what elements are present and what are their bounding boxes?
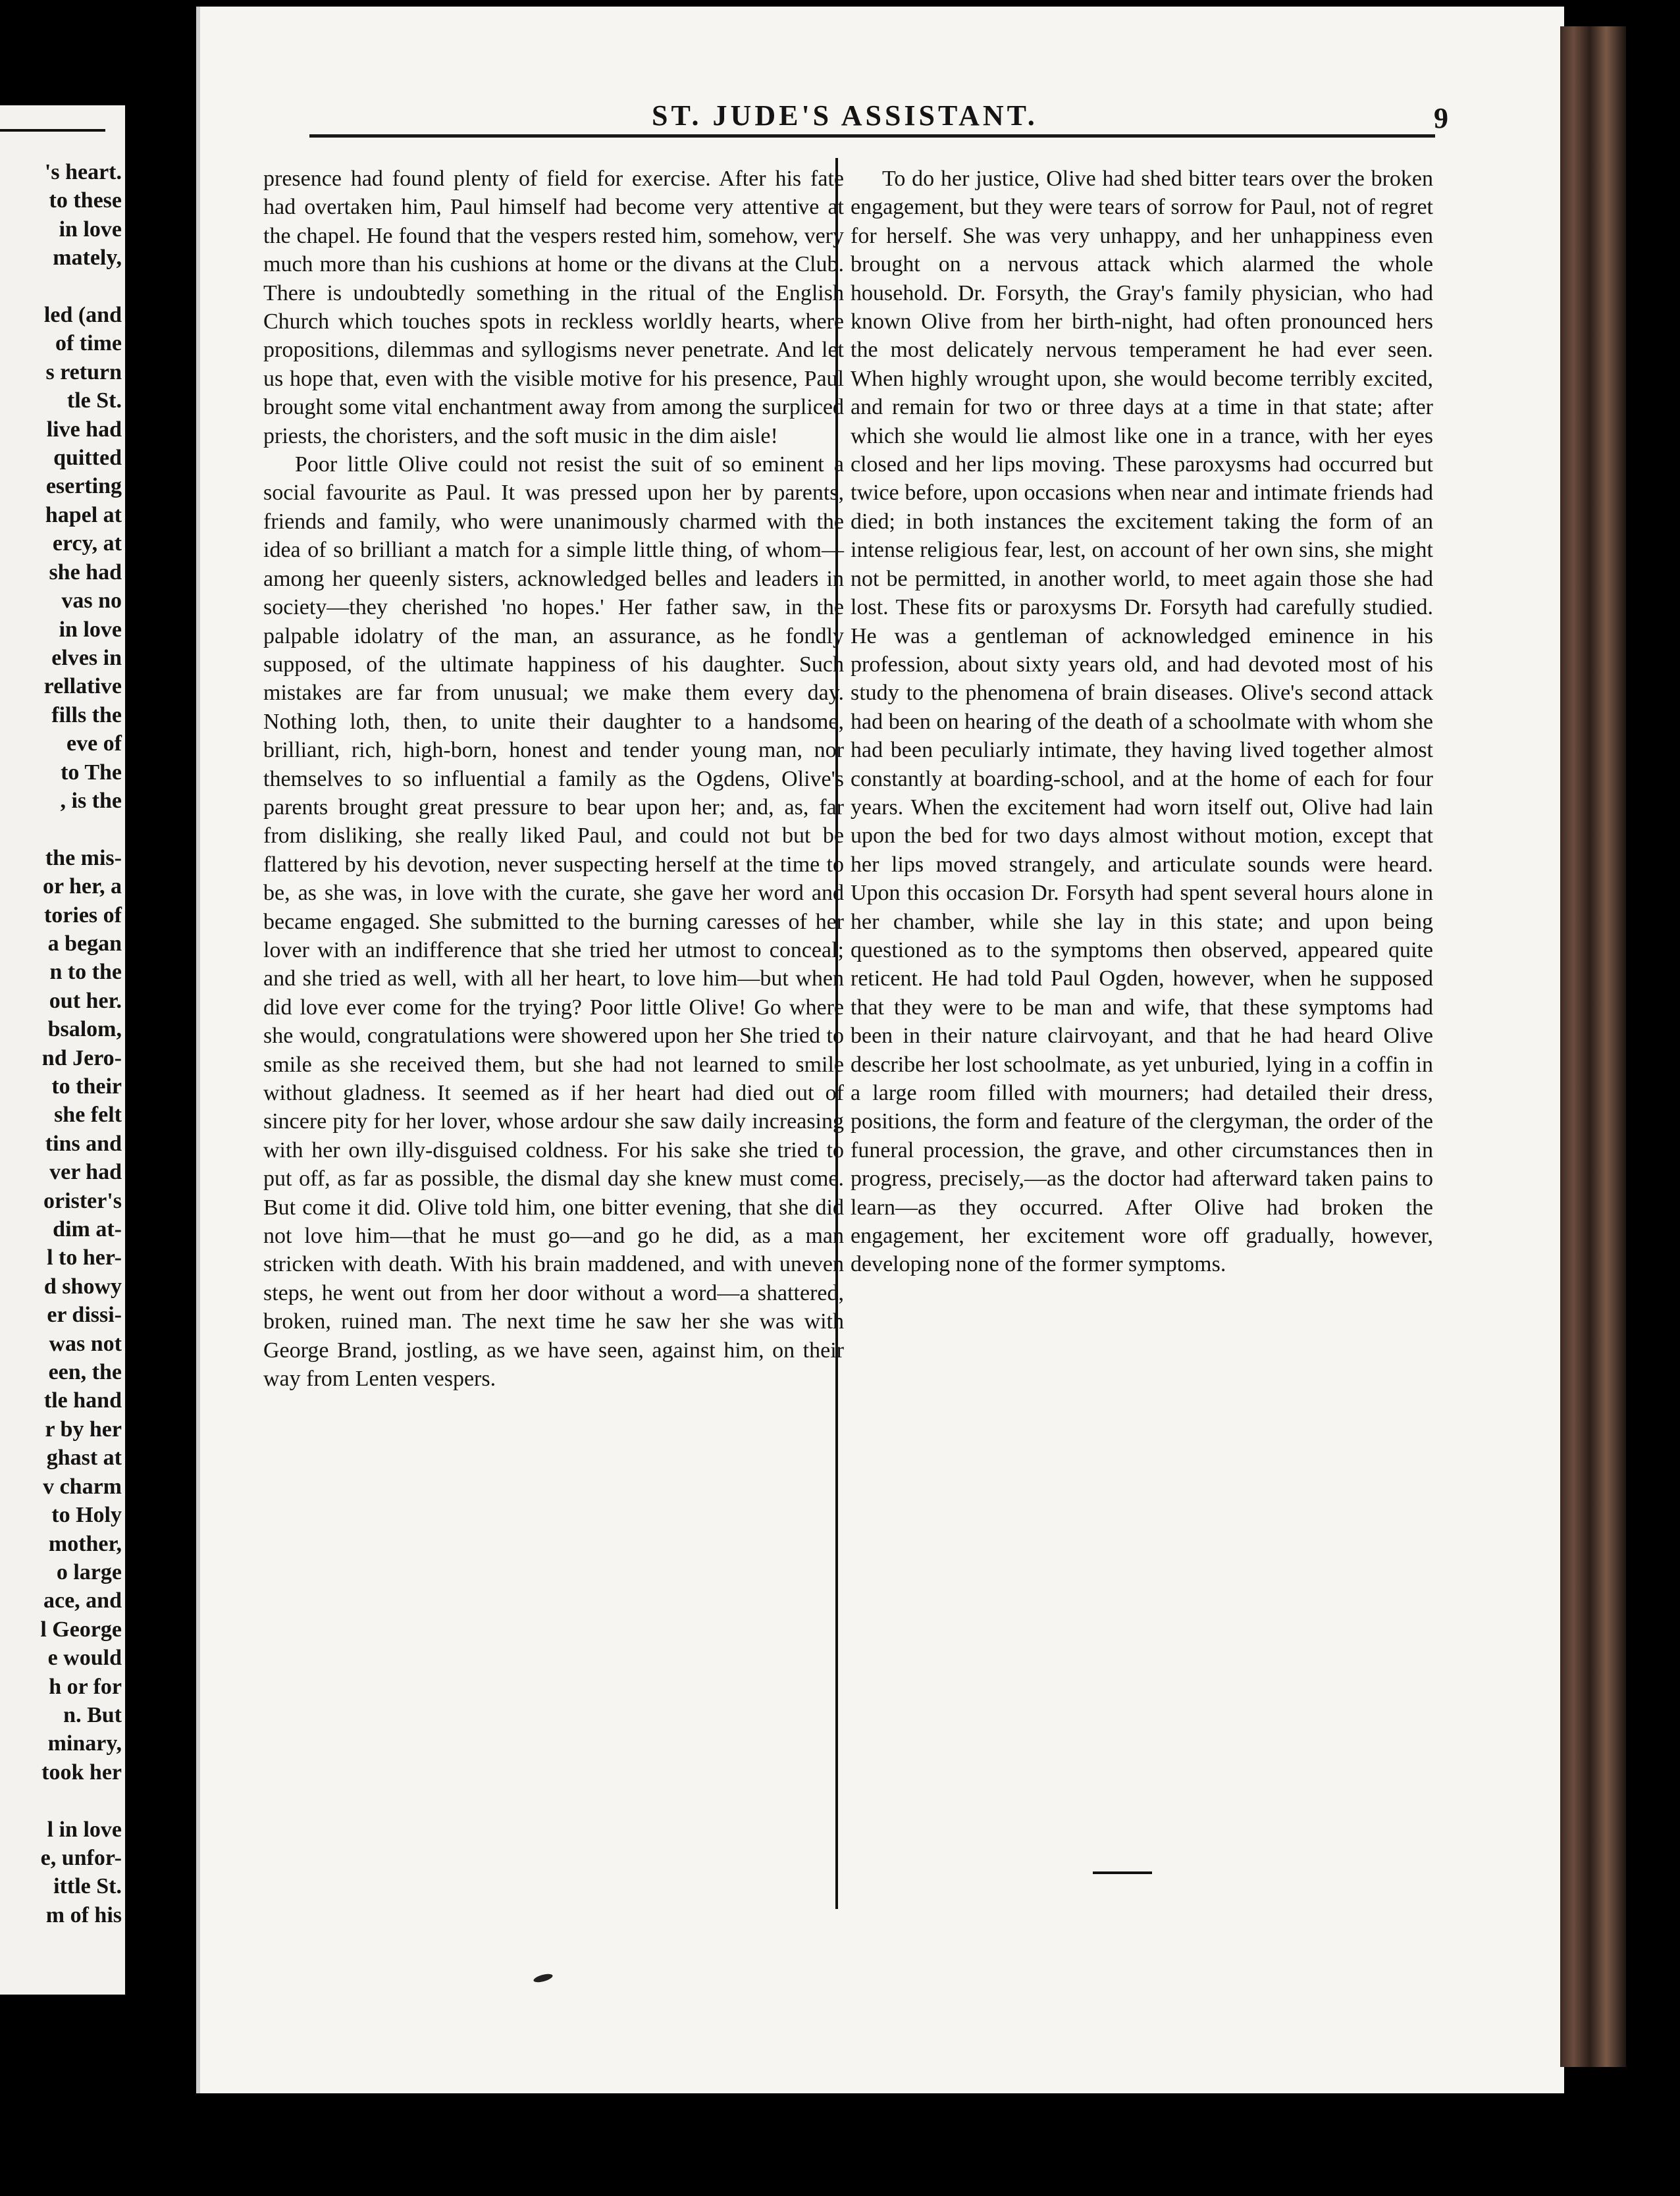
- facing-page-line: s return: [45, 359, 122, 384]
- column-right: [851, 165, 1433, 1916]
- facing-page-line: [0, 815, 122, 843]
- facing-page-fragment: [0, 105, 125, 1995]
- facing-page-line: n. But: [63, 1702, 122, 1727]
- facing-page-line: took her: [41, 1760, 122, 1785]
- facing-page-line: , is the: [60, 788, 122, 813]
- facing-page-line: o large: [56, 1559, 122, 1584]
- facing-page-line: was not: [49, 1331, 122, 1356]
- facing-page-line: er dissi-: [47, 1303, 122, 1328]
- facing-page-line: vas no: [61, 588, 122, 614]
- column-left: [263, 165, 844, 1916]
- facing-page-line: to their: [51, 1074, 122, 1099]
- paragraph: To do her justice, Olive had shed bitter tears over the broken engagement, but they were tears of sorrow for Paul, not of regret for herself. She was very unhappy, and her unhappiness even brought on a nervous attack which alarmed the whole household. Dr. Forsyth, the Gray's family physician, who had known Olive from her birth-night, had often pronounced hers the most delicately nervous temperament he had ever seen. When highly wrought upon, she would become terribly excited, and remain for two or three days at a time in that state; after which she would lie almost like one in a trance, with her eyes closed and her lips moving. These paroxysms had occurred but twice before, upon occasions when near and intimate friends had died; in both instances the excitement taking the form of an intense religious fear, lest, on account of her own sins, she might not be permitted, in another world, to meet again those she had lost. These fits or paroxysms Dr. Forsyth had carefully studied. He was a gentleman of acknowledged eminence in his profession, about sixty years old, and had devoted most of his study to the phenomena of brain diseases. Olive's second attack had been on hearing of the death of a schoolmate with whom she had been peculiarly intimate, they having lived together almost constantly at boarding-school, and at the home of each for four years. When the excitement had worn itself out, Olive had lain upon the bed for two days almost without motion, except that her lips moved strangely, and articulate sounds were heard. Upon this occasion Dr. Forsyth had spent several hours alone in her chamber, while she lay in this state; and upon being questioned as to the symptoms then observed, appeared quite reticent. He had told Paul Ogden, however, when he supposed that they were to be man and wife, that these symptoms had been in their nature clairvoyant, and that he had heard Olive describe her lost schoolmate, as yet unburied, lying in a coffin in a large room filled with mourners; had detailed their dress, positions, the form and feature of the clergyman, the order of the funeral procession, the grave, and other circumstances then in progress, precisely,—as the doctor had afterward taken pains to learn—as they occurred. After Olive had broken the engagement, her excitement wore off gradually, however, developing none of the former symptoms.: [851, 167, 1433, 1277]
- facing-page-line: nd Jero-: [41, 1045, 122, 1070]
- facing-page-line: e would: [47, 1646, 122, 1671]
- facing-page-line: a began: [47, 931, 122, 956]
- running-head: ST. JUDE'S ASSISTANT.: [652, 99, 1038, 132]
- facing-page-rule: [0, 129, 105, 132]
- facing-page-line: ercy, at: [52, 531, 122, 556]
- section-end-rule: [1093, 1871, 1152, 1874]
- facing-page-line: live had: [46, 417, 122, 442]
- facing-page-line: tle hand: [43, 1388, 122, 1413]
- facing-page-line: the mis-: [45, 845, 122, 870]
- page-header: [309, 99, 1461, 138]
- facing-page-line: out her.: [49, 988, 122, 1013]
- facing-page-line: tories of: [43, 902, 122, 928]
- facing-page-line: she had: [49, 560, 122, 585]
- facing-page-line: h or for: [49, 1674, 122, 1699]
- facing-page-line: e, unfor-: [40, 1845, 122, 1870]
- facing-page-line: to The: [61, 760, 122, 785]
- facing-page-line: r by her: [45, 1417, 122, 1442]
- book-gutter: [125, 0, 196, 2196]
- facing-page-line: minary,: [47, 1731, 122, 1756]
- facing-page-line: in love: [59, 217, 122, 242]
- page-edge: [1560, 26, 1626, 2067]
- facing-page-line: d showy: [43, 1274, 122, 1299]
- facing-page-line: of time: [55, 331, 122, 356]
- facing-page-line: ver had: [49, 1160, 122, 1185]
- facing-page-line: bsalom,: [47, 1017, 122, 1042]
- facing-page-line: orister's: [43, 1188, 122, 1213]
- facing-page-line: quitted: [53, 446, 122, 471]
- facing-page-line: mother,: [48, 1531, 122, 1556]
- facing-page-line: [0, 273, 122, 301]
- facing-page-line: hapel at: [45, 502, 122, 527]
- facing-page-line: v charm: [43, 1474, 122, 1499]
- facing-page-line: mately,: [53, 246, 122, 271]
- facing-page-line: ittle St.: [53, 1874, 122, 1899]
- facing-page-line: to Holy: [51, 1503, 122, 1528]
- facing-page-line: l in love: [47, 1817, 122, 1842]
- facing-page-line: m of his: [45, 1902, 122, 1927]
- facing-page-line: 's heart.: [44, 160, 122, 184]
- facing-page-line: eserting: [45, 474, 122, 499]
- facing-page-line: or her, a: [43, 874, 122, 899]
- facing-page-line: l George: [40, 1617, 122, 1642]
- facing-page-line: [0, 1787, 122, 1815]
- paragraph: presence had found plenty of field for exercise. After his fate had overtaken him, Paul himself had become very attentive at the chapel. He found that the vespers rested him, somehow, very much more than his cushions at home or the divans at the Club. There is undoubtedly something in the ritual of the English Church which touches spots in reckless worldly hearts, where propositions, dilemmas and syllogisms never penetrate. And let us hope that, even with the visible motive for his presence, Paul brought some vital enchantment away from among the surpliced priests, the choristers, and the soft music in the dim aisle!: [263, 167, 844, 448]
- page-number: 9: [1434, 102, 1448, 134]
- facing-page-line: tle St.: [66, 388, 122, 413]
- facing-page-text: [0, 158, 122, 1929]
- facing-page-line: she felt: [54, 1103, 122, 1128]
- facing-page-line: tins and: [45, 1131, 122, 1156]
- facing-page-line: dim at-: [53, 1217, 122, 1242]
- facing-page-line: in love: [59, 617, 122, 642]
- facing-page-line: eve of: [66, 731, 122, 756]
- paragraph: Poor little Olive could not resist the suit of so eminent a social favourite as Paul. It was pressed upon her by parents, friends and family, who were unanimously charmed with the idea of so brilliant a match for a simple little thing, of whom—among her queenly sisters, acknowledged belles and leaders in society—they cherished 'no hopes.' Her father saw, in the palpable idolatry of the man, an assurance, as he fondly supposed, of the ultimate happiness of his daughter. Such mistakes are far from unusual; we make them every day. Nothing loth, then, to unite their daughter to a handsome, brilliant, rich, high-born, honest and tender young man, nor themselves to so influential a family as the Ogdens, Olive's parents brought great pressure to bear upon her; and, as, far from disliking, she really liked Paul, and could not but be flattered by his devotion, never suspecting herself at the time to be, as she was, in love with the curate, she gave her word and became engaged. She submitted to the burning caresses of her lover with an indifference that she tried her utmost to conceal; and she tried as well, with all her heart, to love him—but when did love ever come for the trying? Poor little Olive! Go where she would, congratulations were showered upon her She tried to smile as she received them, but she had not learned to smile without gladness. It seemed as if her heart had died out of sincere pity for her lover, whose ardour she saw daily increasing with her own illy-disguised coldness. For his sake she tried to put off, as far as possible, the dismal day she knew must come. But come it did. Olive told him, one bitter evening, that she did not love him—that he must go—and go he did, as a man stricken with death. With his brain maddened, and with uneven steps, he went out from her door without a word—a shattered, broken, ruined man. The next time he saw her she was with George Brand, jostling, as we have seen, against him, on their way from Lenten vespers.: [263, 452, 844, 1392]
- facing-page-line: elves in: [51, 645, 122, 670]
- facing-page-line: led (and: [43, 303, 122, 328]
- facing-page-line: ace, and: [43, 1588, 122, 1613]
- facing-page-line: l to her-: [47, 1245, 122, 1270]
- column-rule: [835, 158, 838, 1909]
- facing-page-line: n to the: [49, 960, 122, 985]
- facing-page-line: fills the: [51, 702, 122, 727]
- facing-page-line: ghast at: [46, 1446, 122, 1471]
- facing-page-line: een, the: [48, 1360, 122, 1385]
- header-rule: [309, 134, 1435, 138]
- facing-page-line: rellative: [43, 674, 122, 699]
- facing-page-line: to these: [49, 188, 122, 213]
